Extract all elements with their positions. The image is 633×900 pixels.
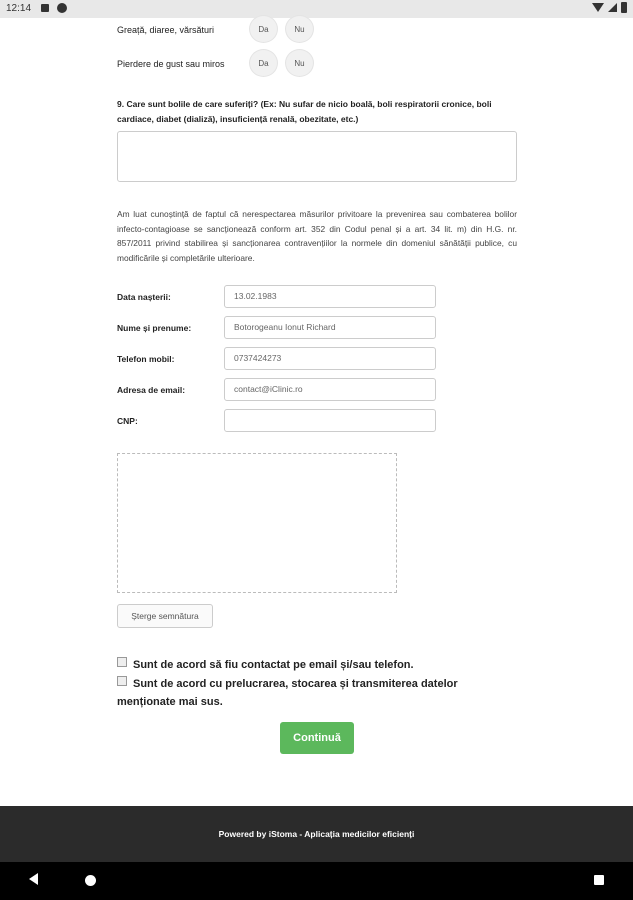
diseases-textarea[interactable] <box>117 131 517 182</box>
home-icon[interactable] <box>85 875 96 886</box>
continue-button[interactable]: Continuă <box>280 722 354 754</box>
cnp-label: CNP: <box>117 416 138 426</box>
consent-data-checkbox[interactable] <box>117 676 127 686</box>
question-9-label: 9. Care sunt bolile de care suferiți? (Ex: Nu sufar de nicio boală, boli respiratorii cronice, boli cardiace, diabet (dializă), insuficiență renală, obezitate, etc.) <box>117 99 492 124</box>
signature-pad[interactable] <box>117 453 397 593</box>
answer-yes-taste-smell[interactable]: Da <box>249 49 278 77</box>
legal-notice: Am luat cunoștință de faptul că nerespectarea măsurilor privitoare la prevenirea sau combaterea bolilor infecto-contagioase se sancționează conform art. 352 din Codul penal și a art. 34 lit. m) din H.G. nr. 857/2011 privind stabilirea și sancționarea contravențiilor la normele din domeniul sănătății publice, cu modificările și completările ulterioare. <box>117 209 517 263</box>
footer-text: Powered by iStoma - Aplicația medicilor eficienți <box>218 829 415 839</box>
question-label-nausea: Greață, diaree, vărsături <box>117 25 215 35</box>
answer-no-taste-smell[interactable]: Nu <box>285 49 314 77</box>
wifi-icon <box>592 3 604 12</box>
signal-icon <box>608 3 617 12</box>
notification-icon <box>41 4 49 12</box>
question-label-taste-smell: Pierdere de gust sau miros <box>117 59 225 69</box>
name-field[interactable]: Botorogeanu Ionut Richard <box>224 316 436 339</box>
status-time: 12:14 <box>6 3 32 14</box>
phone-label: Telefon mobil: <box>117 354 175 364</box>
phone-field[interactable]: 0737424273 <box>224 347 436 370</box>
consent-data-row[interactable] <box>117 675 458 711</box>
consent-contact-label: Sunt de acord să fiu contactat pe email și/sau telefon. <box>133 659 414 671</box>
consent-data-label-line2: menționate mai sus. <box>117 696 223 708</box>
answer-yes-nausea[interactable]: Da <box>249 15 278 43</box>
cnp-field[interactable] <box>224 409 436 432</box>
sync-icon <box>57 3 67 13</box>
email-label: Adresa de email: <box>117 385 186 395</box>
consent-data-label-line1: Sunt de acord cu prelucrarea, stocarea și transmiterea datelor <box>133 678 458 690</box>
email-field[interactable]: contact@iClinic.ro <box>224 378 436 401</box>
consent-contact-checkbox[interactable] <box>117 657 127 667</box>
footer <box>0 806 633 862</box>
name-label: Nume și prenume: <box>117 323 192 333</box>
recents-icon[interactable] <box>594 875 604 885</box>
status-bar <box>0 0 633 18</box>
birth-date-label: Data nașterii: <box>117 292 171 302</box>
answer-no-nausea[interactable]: Nu <box>285 15 314 43</box>
battery-icon <box>621 2 627 13</box>
consent-contact-row[interactable] <box>117 656 414 674</box>
birth-date-field[interactable]: 13.02.1983 <box>224 285 436 308</box>
clear-signature-button[interactable]: Șterge semnătura <box>117 604 213 628</box>
back-icon[interactable] <box>29 873 38 885</box>
